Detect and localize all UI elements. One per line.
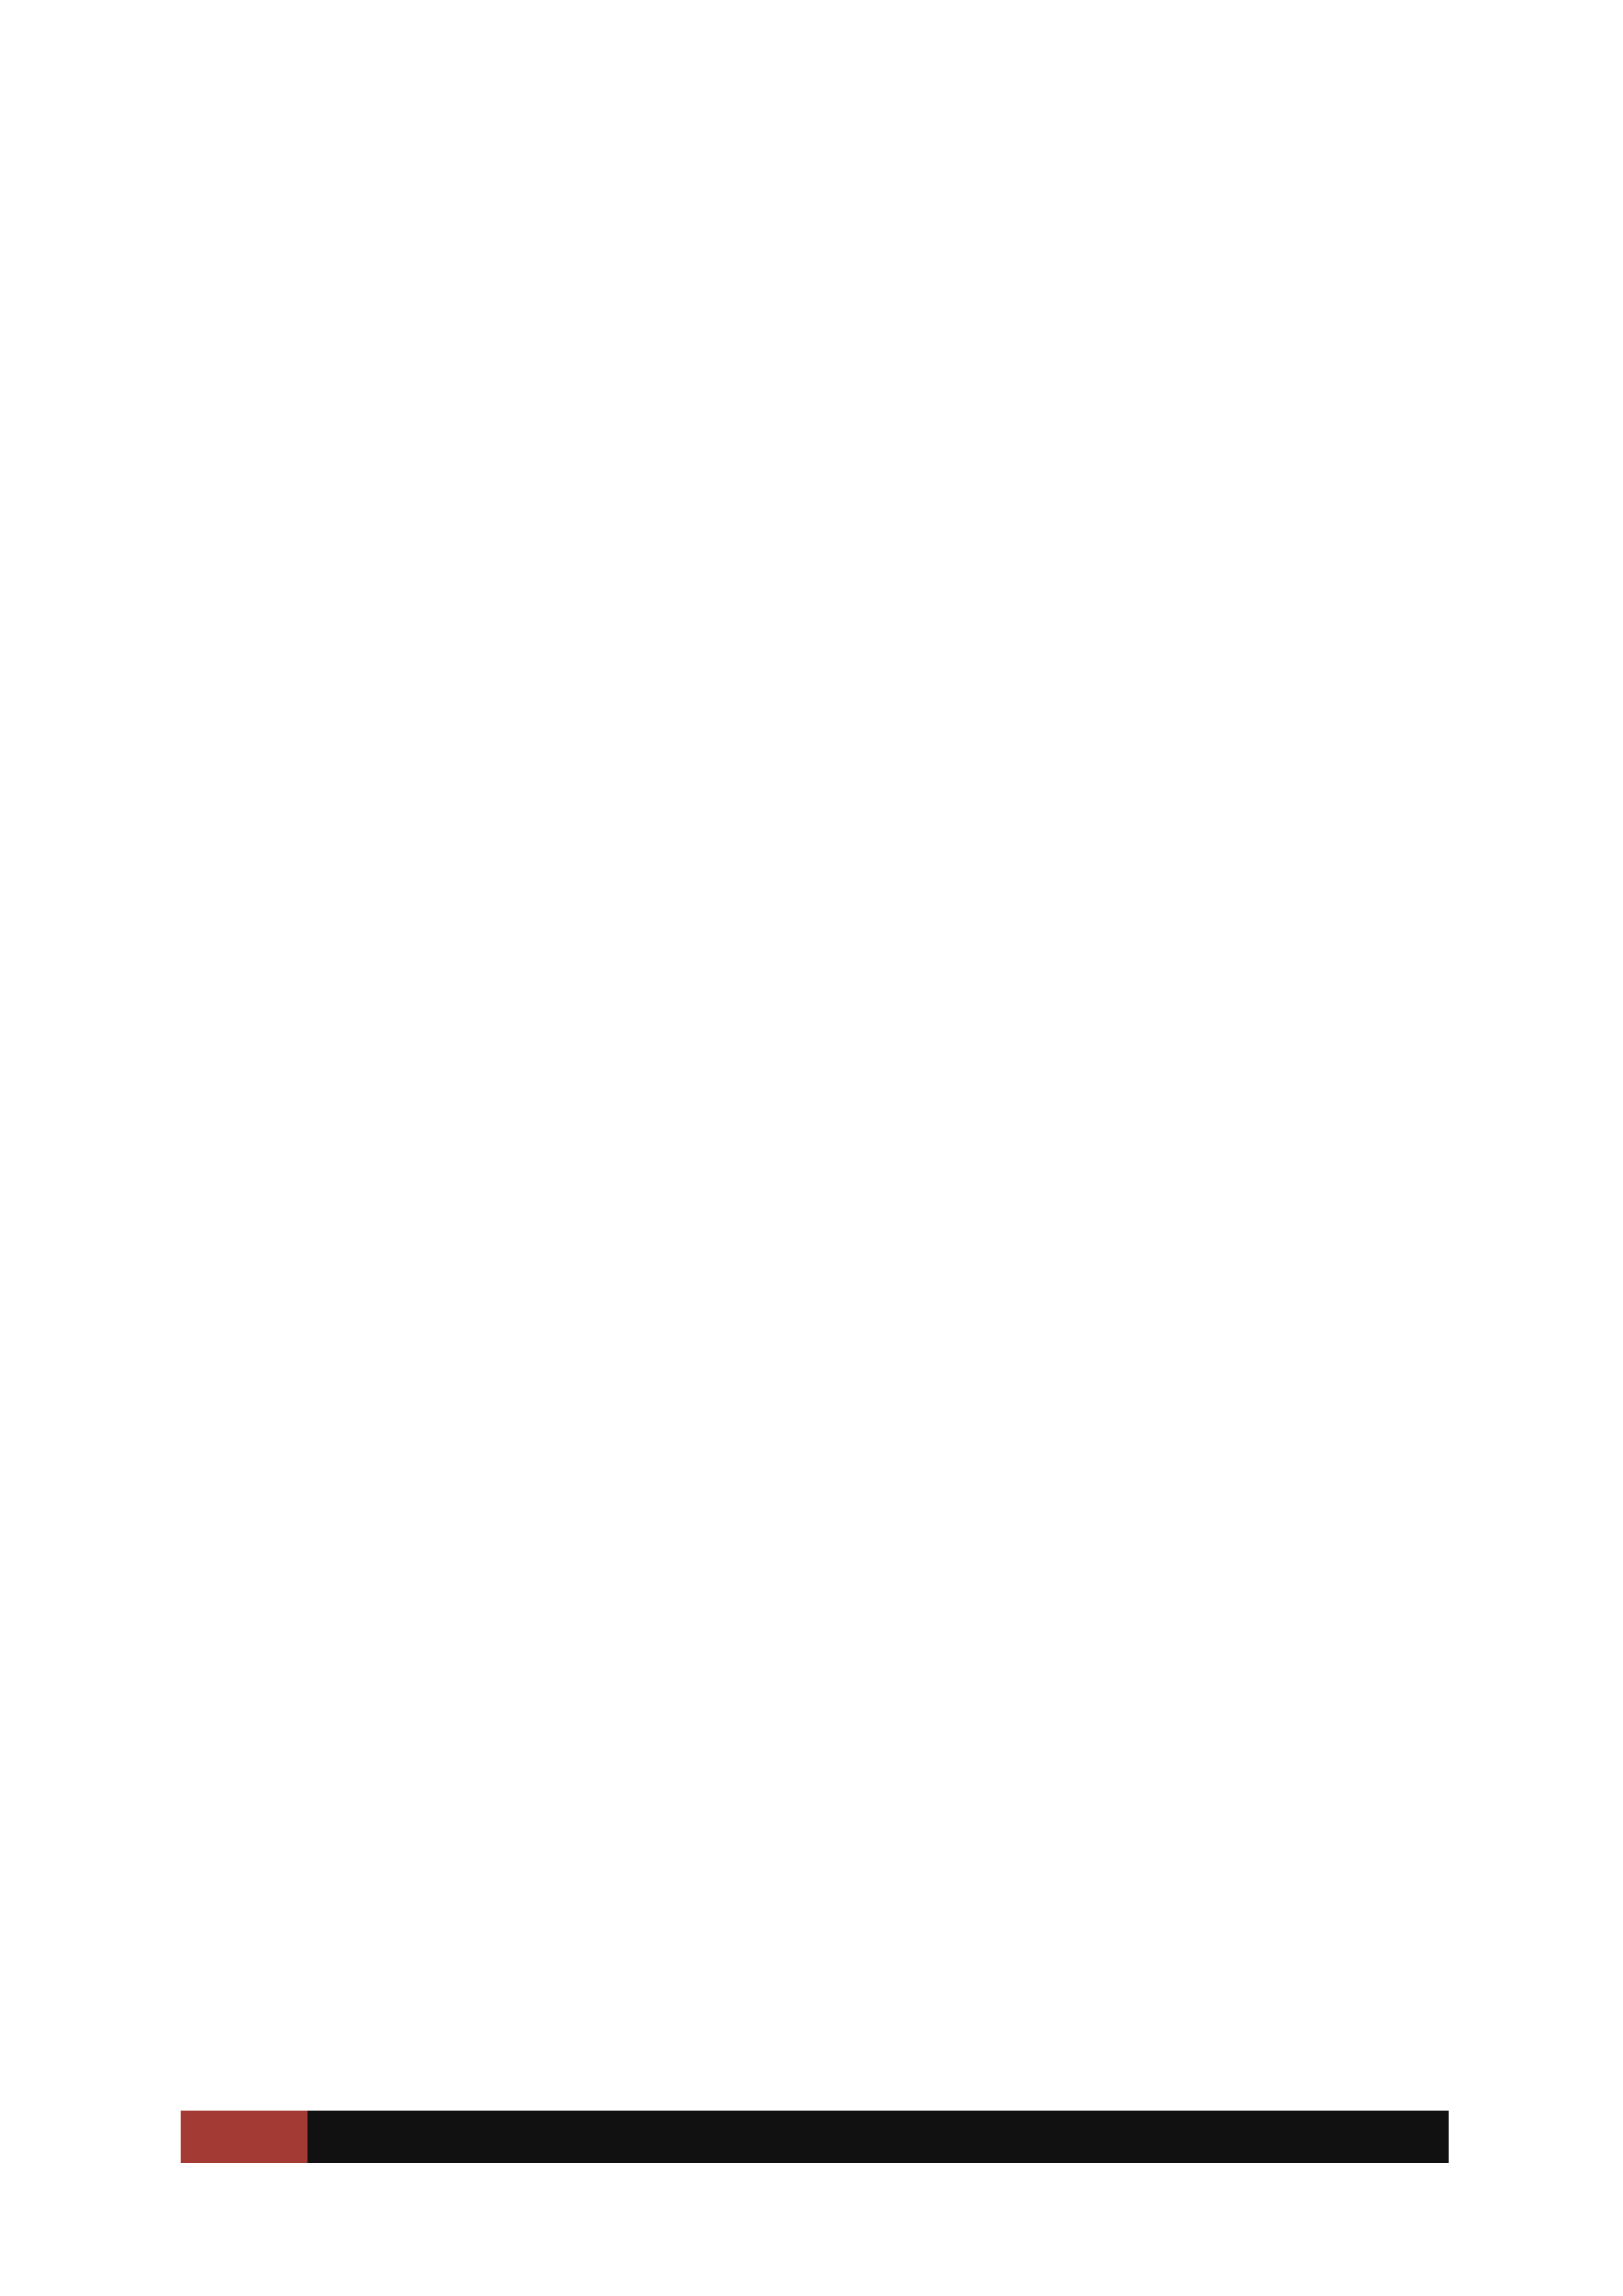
footer-bar (181, 2111, 1449, 2163)
footer-book-title (1037, 2111, 1354, 2163)
footer-author (577, 2111, 1021, 2163)
page-number (181, 2111, 307, 2163)
